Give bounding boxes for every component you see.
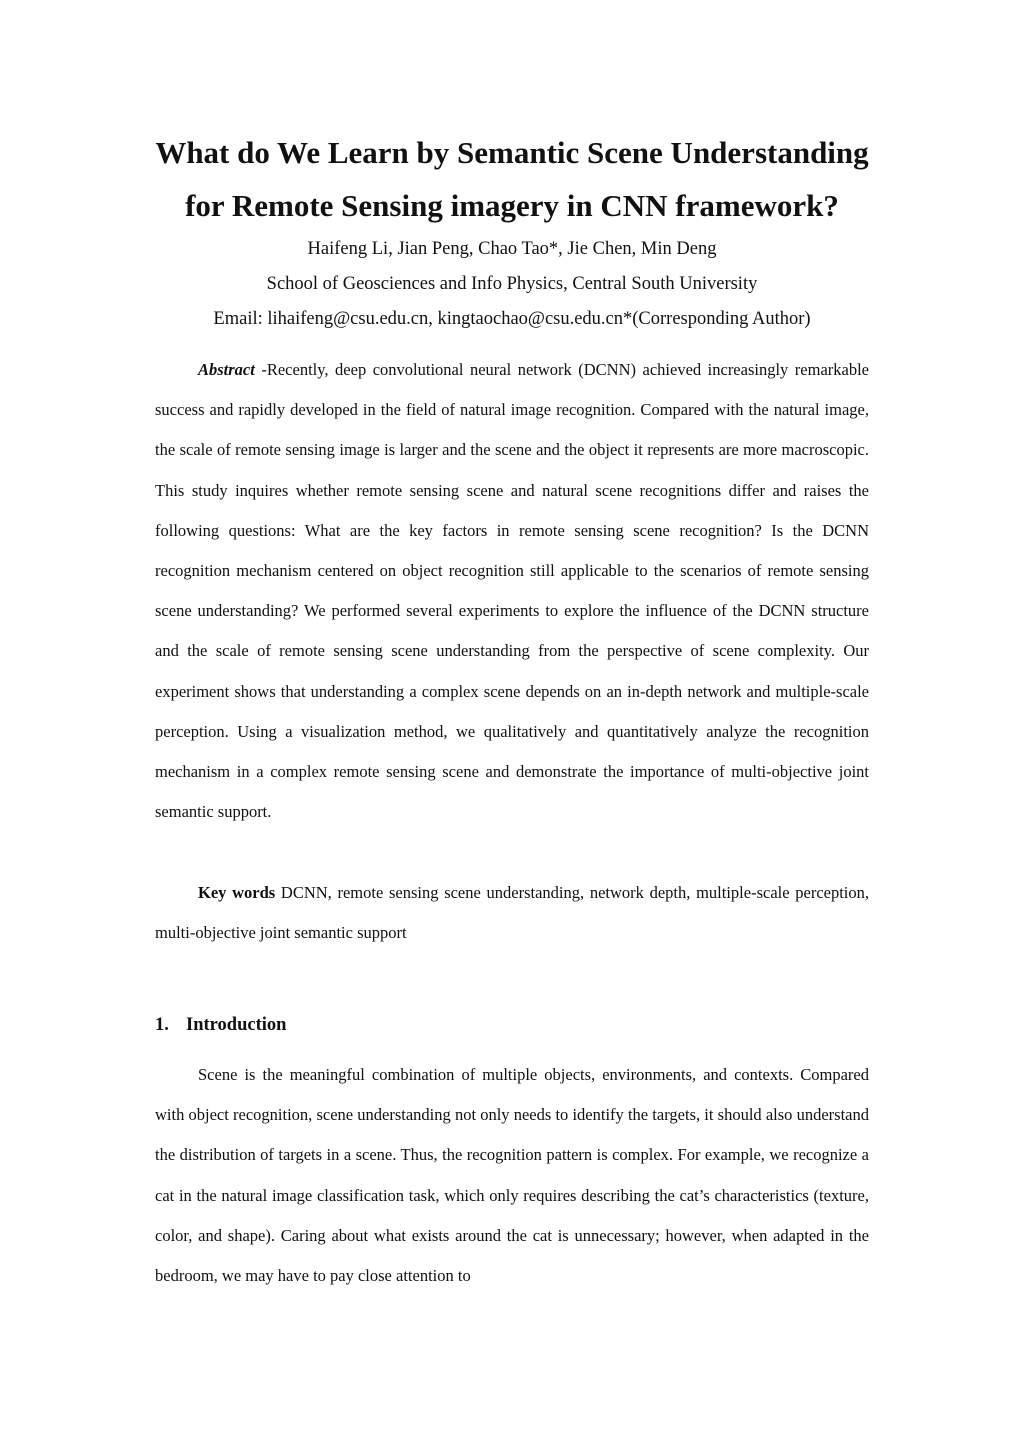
title-line-2: for Remote Sensing imagery in CNN framework?	[185, 188, 839, 223]
paper-title	[100, 126, 924, 232]
section-title: Introduction	[186, 1015, 287, 1035]
introduction-paragraph: Scene is the meaningful combination of multiple objects, environments, and contexts. Compared with object recognition, scene understanding not only needs to identify the targets, it should also understand the distribution of targets in a scene. Thus, the recognition pattern is complex. For example, we recognize a cat in the natural image classification task, which only requires describing the cat’s characteristics (texture, color, and shape). Caring about what exists around the cat is unnecessary; however, when adapted in the bedroom, we may have to pay close attention to	[155, 1065, 869, 1286]
author-list: Haifeng Li, Jian Peng, Chao Tao*, Jie Chen, Min Deng	[307, 239, 717, 259]
abstract-label: Abstract	[198, 360, 255, 379]
section-heading-introduction	[155, 1012, 286, 1038]
abstract-text: -Recently, deep convolutional neural network (DCNN) achieved increasingly remarkable success and rapidly developed in the field of natural image recognition. Compared with the natural image, the scale of remote sensing image is larger and the scene and the object it represents are more macroscopic. This study inquires whether remote sensing scene and natural scene recognitions differ and raises the following questions: What are the key factors in remote sensing scene recognition? Is the DCNN recognition mechanism centered on object recognition still applicable to the scenarios of remote sensing scene understanding? We performed several experiments to explore the influence of the DCNN structure and the scale of remote sensing scene understanding from the perspective of scene complexity. Our experiment shows that understanding a complex scene depends on an in-depth network and multiple-scale perception. Using a visualization method, we qualitatively and quantitatively analyze the recognition mechanism in a complex remote sensing scene and demonstrate the importance of multi-objective joint semantic support.	[155, 360, 870, 822]
email-contact: Email: lihaifeng@csu.edu.cn, kingtaochao@csu.edu.cn*(Corresponding Author)	[213, 309, 811, 329]
keywords-label: Key words	[198, 883, 276, 902]
section-number: 1.	[155, 1015, 169, 1035]
affiliation: School of Geosciences and Info Physics, Central South University	[266, 274, 758, 294]
keywords-paragraph	[155, 873, 869, 953]
title-line-1: What do We Learn by Semantic Scene Understanding	[155, 135, 869, 170]
keywords-text: DCNN, remote sensing scene understanding, network depth, multiple-scale perception, multi-objective joint semantic support	[155, 883, 870, 943]
abstract-paragraph	[155, 350, 869, 832]
